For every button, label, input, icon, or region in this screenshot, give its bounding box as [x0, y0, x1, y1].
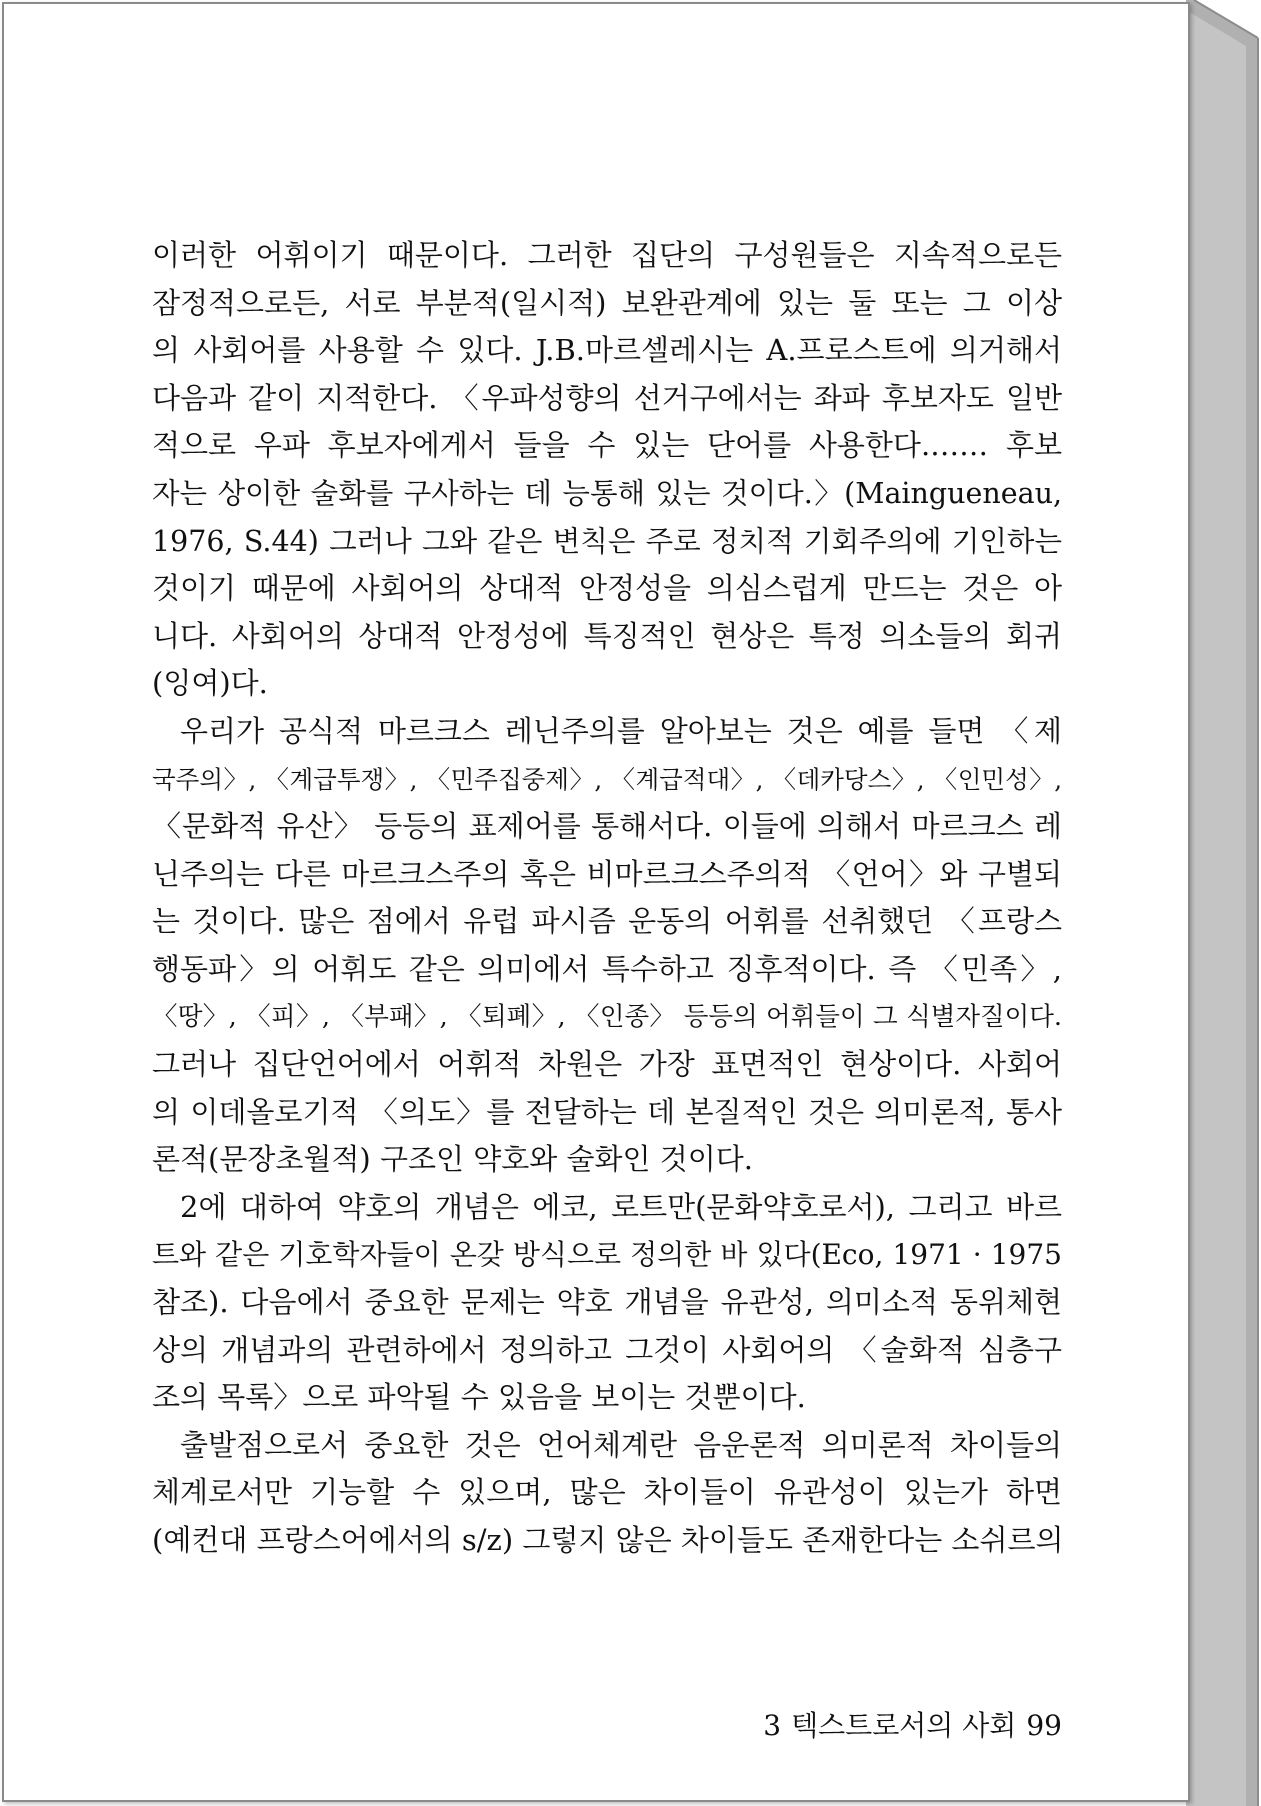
text-line: (잉여)다.	[152, 666, 268, 701]
text-line: 체계로서만 기능할 수 있으며, 많은 차이들이 유관성이 있는가 하면	[152, 1475, 1062, 1510]
chapter-title: 텍스트로서의 사회	[791, 1709, 1017, 1742]
text-line: 이러한 어휘이기 때문이다. 그러한 집단의 구성원들은 지속적으로든	[152, 238, 1062, 272]
text-line: 상의 개념과의 관련하에서 정의하고 그것이 사회어의 〈술화적 심층구	[152, 1332, 1062, 1367]
book-page-edge	[1186, 0, 1261, 1806]
text-line: 니다. 사회어의 상대적 안정성에 특징적인 현상은 특정 의소들의 회귀	[152, 618, 1062, 653]
text-line: 자는 상이한 술화를 구사하는 데 능통해 있는 것이다.〉(Maingueneau,	[152, 476, 1062, 510]
chapter-number: 3	[763, 1709, 782, 1742]
text-line: 〈땅〉, 〈피〉, 〈부패〉, 〈퇴폐〉, 〈인종〉 등등의 어휘들이 그 식별자질이다.	[152, 1001, 1062, 1032]
body-text	[152, 232, 1062, 1565]
text-line: 우리가 공식적 마르크스 레닌주의를 알아보는 것은 예를 들면 〈제	[180, 713, 1062, 748]
text-line: 것이기 때문에 사회어의 상대적 안정성을 의심스럽게 만드는 것은 아	[152, 571, 1062, 606]
text-line: 는 것이다. 많은 점에서 유럽 파시즘 운동의 어휘를 선취했던 〈프랑스	[152, 904, 1062, 939]
book-page	[2, 2, 1190, 1802]
text-line: 닌주의는 다른 마르크스주의 혹은 비마르크스주의적 〈언어〉와 구별되	[152, 856, 1062, 891]
text-line: (예컨대 프랑스어에서의 s/z) 그렇지 않은 차이들도 존재한다는 소쉬르의	[152, 1523, 1064, 1558]
text-line: 론적(문장초월적) 구조인 약호와 술화인 것이다.	[152, 1142, 753, 1177]
text-line: 1976, S.44) 그러나 그와 같은 변칙은 주로 정치적 기회주의에 기인하는	[152, 524, 1062, 558]
text-line: 다음과 같이 지적한다. 〈우파성향의 선거구에서는 좌파 후보자도 일반	[152, 380, 1062, 415]
text-line: 그러나 집단언어에서 어휘적 차원은 가장 표면적인 현상이다. 사회어	[152, 1047, 1062, 1082]
text-line: 적으로 우파 후보자에게서 들을 수 있는 단어를 사용한다.…… 후보	[152, 428, 1062, 463]
text-line: 조의 목록〉으로 파악될 수 있음을 보이는 것뿐이다.	[152, 1380, 806, 1415]
text-line: 의 사회어를 사용할 수 있다. J.B.마르셀레시는 A.프로스트에 의거해서	[152, 333, 1062, 368]
text-line: 행동파〉의 어휘도 같은 의미에서 특수하고 징후적이다. 즉 〈민족〉,	[152, 951, 1062, 986]
page-number: 99	[1026, 1709, 1062, 1742]
running-footer	[752, 1704, 1062, 1744]
text-line: 출발점으로서 중요한 것은 언어체계란 음운론적 의미론적 차이들의	[180, 1427, 1062, 1462]
text-line: 2에 대하여 약호의 개념은 에코, 로트만(문화약호로서), 그리고 바르	[180, 1189, 1062, 1224]
text-line: 국주의〉, 〈계급투쟁〉, 〈민주집중제〉, 〈계급적대〉, 〈데카당스〉, 〈인민성〉,	[152, 764, 1062, 794]
text-line: 의 이데올로기적 〈의도〉를 전달하는 데 본질적인 것은 의미론적, 통사	[152, 1094, 1062, 1129]
text-line: 트와 같은 기호학자들이 온갖 방식으로 정의한 바 있다(Eco, 1971 · 1975	[152, 1238, 1062, 1272]
text-line: 〈문화적 유산〉 등등의 표제어를 통해서다. 이들에 의해서 마르크스 레	[152, 809, 1062, 844]
text-line: 참조). 다음에서 중요한 문제는 약호 개념을 유관성, 의미소적 동위체현	[152, 1285, 1062, 1320]
text-line: 잠정적으로든, 서로 부분적(일시적) 보완관계에 있는 둘 또는 그 이상	[152, 285, 1062, 320]
